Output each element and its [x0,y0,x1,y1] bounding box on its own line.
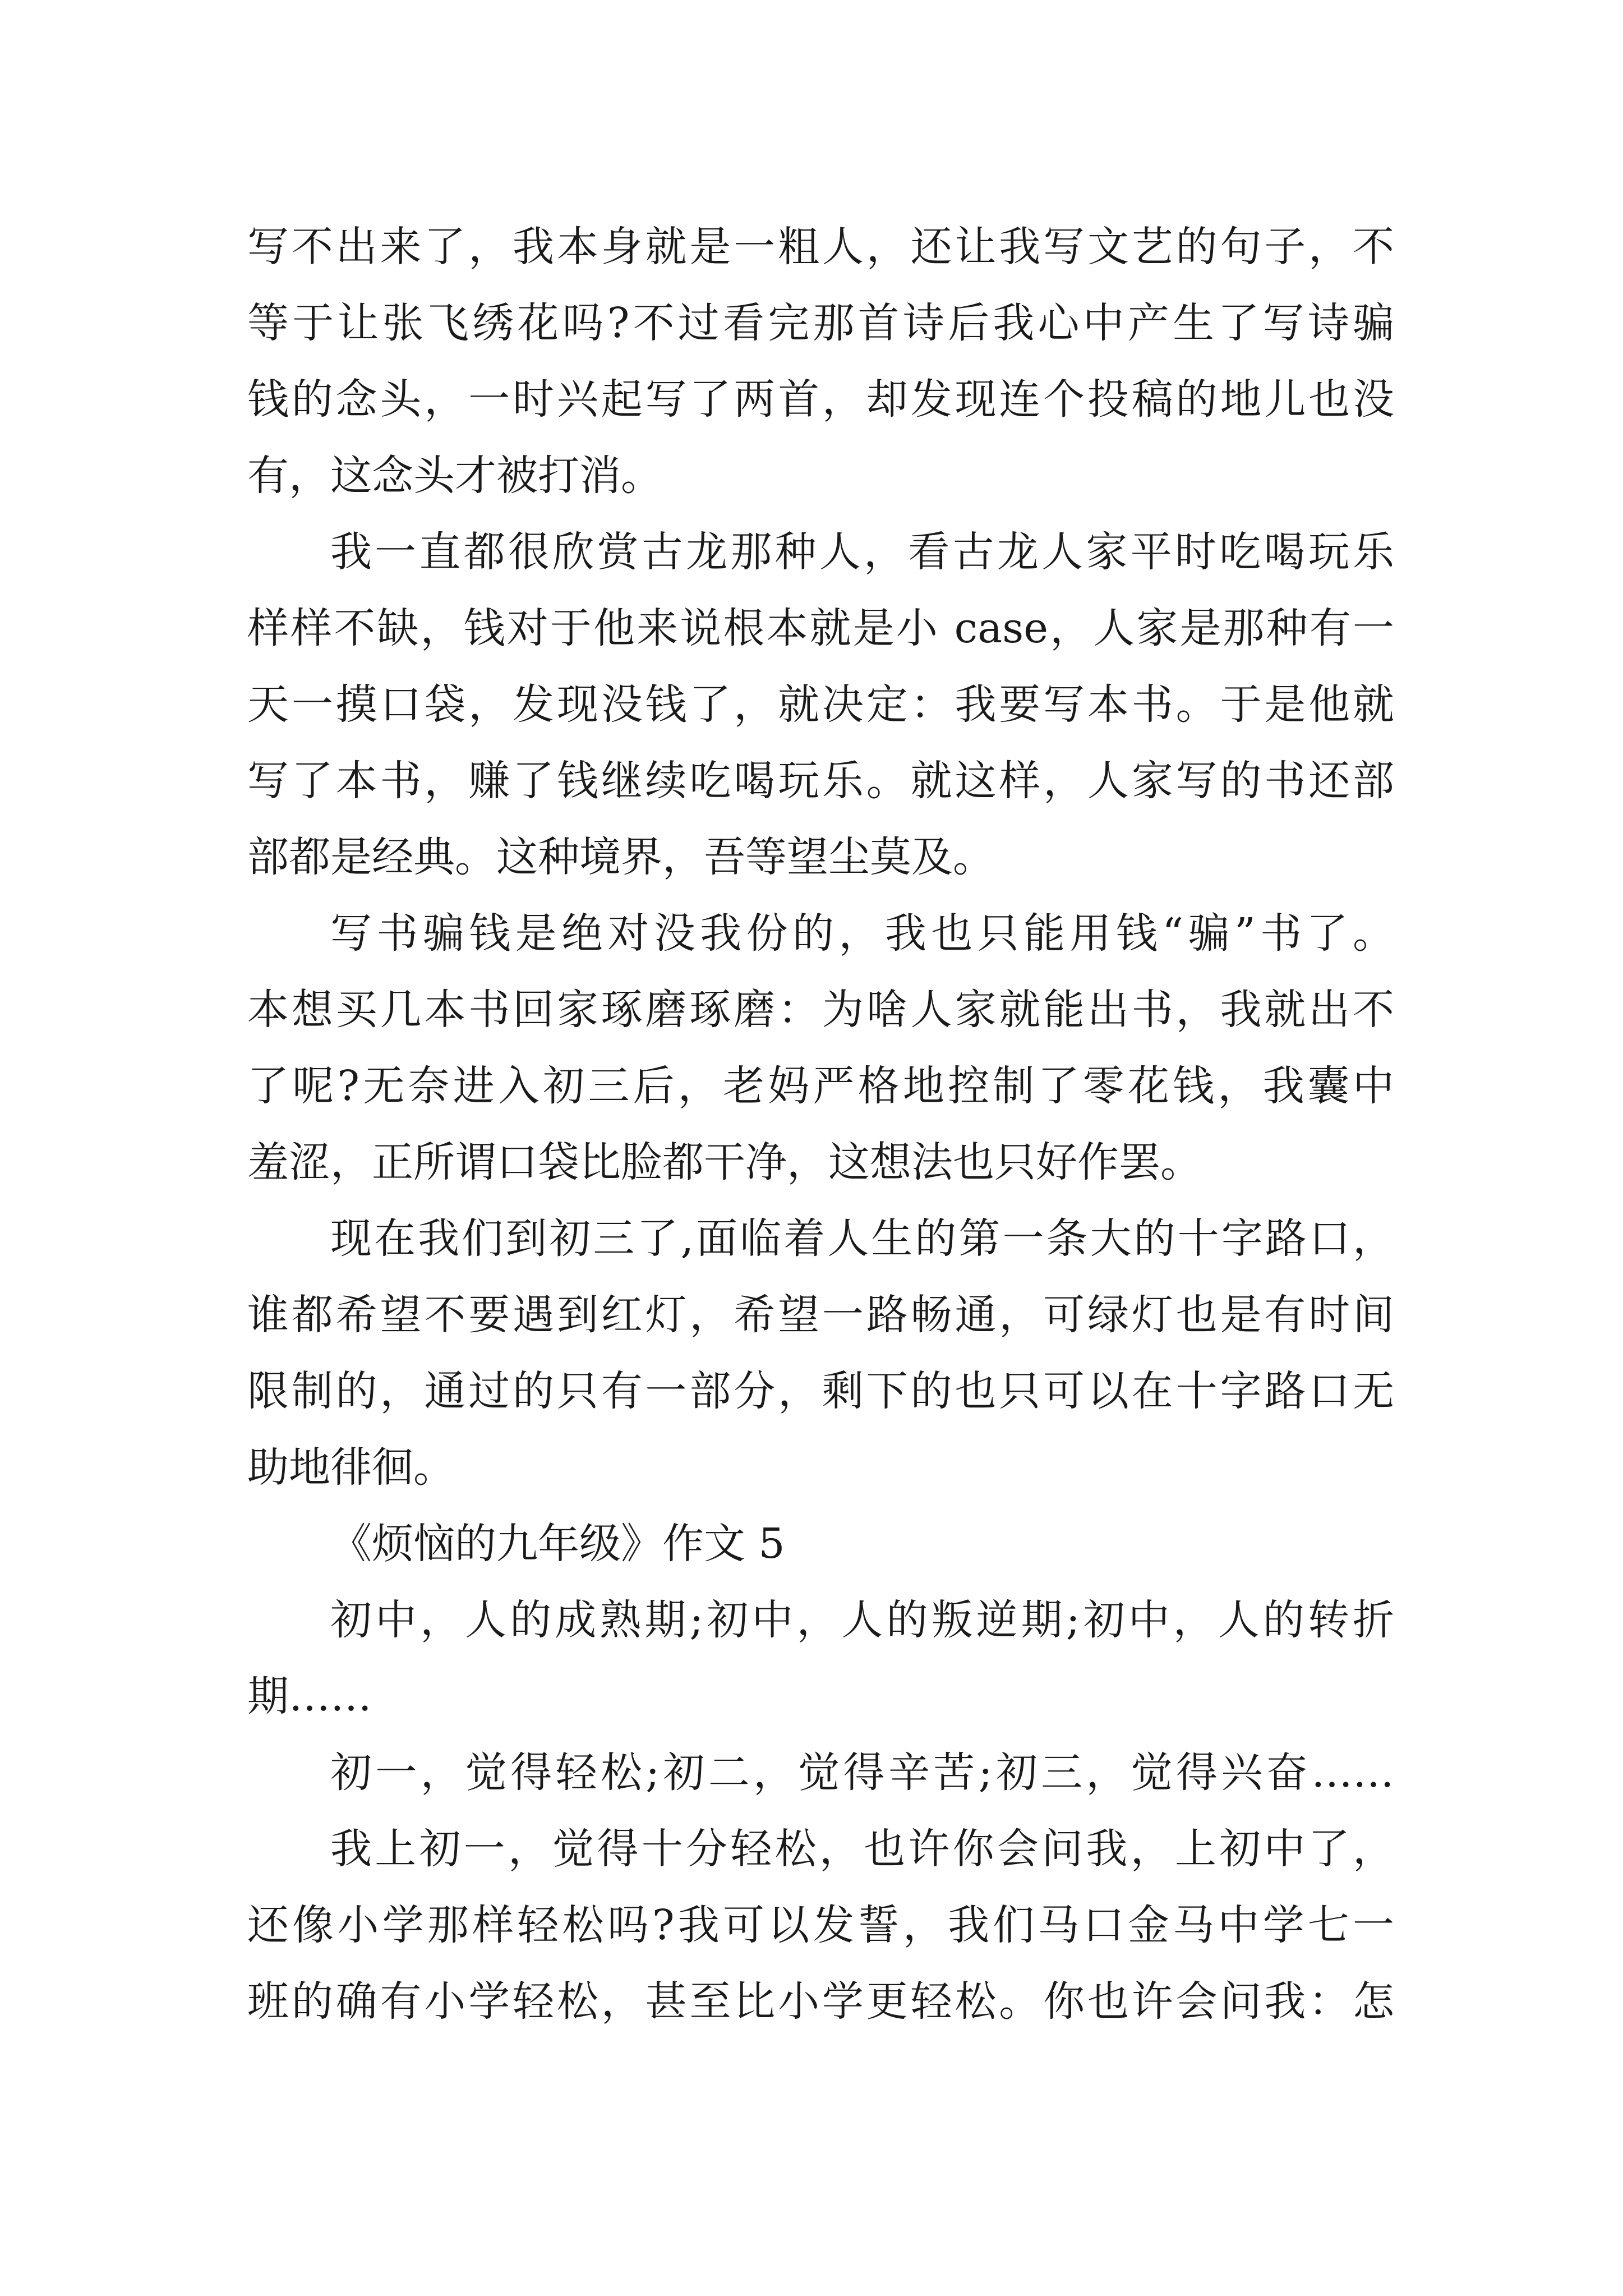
essay-title: 《烦恼的九年级》作文 5 [330,1520,785,1568]
text-line: 写书骗钱是绝对没我份的，我也只能用钱“骗”书了。 [330,909,1394,958]
text-line: 还像小学那样轻松吗?我可以发誓，我们马口金马中学七一 [247,1901,1394,1949]
text-line: 钱的念头，一时兴起写了两首，却发现连个投稿的地儿也没 [247,375,1394,424]
text-line: 样样不缺，钱对于他来说根本就是小 case，人家是那种有一 [247,604,1394,652]
text-line: 现在我们到初三了,面临着人生的第一条大的十字路口， [330,1214,1394,1263]
text-line: 了呢?无奈进入初三后，老妈严格地控制了零花钱，我囊中 [247,1062,1394,1110]
text-line: 助地徘徊。 [247,1443,455,1492]
text-line: 羞涩，正所谓口袋比脸都干净，这想法也只好作罢。 [247,1138,1202,1186]
text-line: 写不出来了，我本身就是一粗人，还让我写文艺的句子，不 [247,223,1394,271]
text-line: 初一，觉得轻松;初二，觉得辛苦;初三，觉得兴奋…… [330,1749,1394,1797]
text-line: 限制的，通过的只有一部分，剩下的也只可以在十字路口无 [247,1367,1394,1415]
text-line: 部都是经典。这种境界，吾等望尘莫及。 [247,833,994,881]
text-line: 我上初一，觉得十分轻松，也许你会问我，上初中了， [330,1825,1394,1873]
text-line: 班的确有小学轻松，甚至比小学更轻松。你也许会问我：怎 [247,1977,1394,2026]
text-line: 等于让张飞绣花吗?不过看完那首诗后我心中产生了写诗骗 [247,299,1394,347]
document-body [247,209,1394,2040]
text-line: 我一直都很欣赏古龙那种人，看古龙人家平时吃喝玩乐 [330,528,1394,576]
text-line: 写了本书，赚了钱继续吃喝玩乐。就这样，人家写的书还部 [247,757,1394,805]
text-line: 有，这念头才被打消。 [247,452,662,500]
text-line: 本想买几本书回家琢磨琢磨：为啥人家就能出书，我就出不 [247,986,1394,1034]
text-line: 天一摸口袋，发现没钱了，就决定：我要写本书。于是他就 [247,680,1394,729]
text-line: 期…… [247,1672,372,1720]
text-line: 初中，人的成熟期;初中，人的叛逆期;初中，人的转折 [330,1596,1394,1644]
text-line: 谁都希望不要遇到红灯，希望一路畅通，可绿灯也是有时间 [247,1291,1394,1339]
